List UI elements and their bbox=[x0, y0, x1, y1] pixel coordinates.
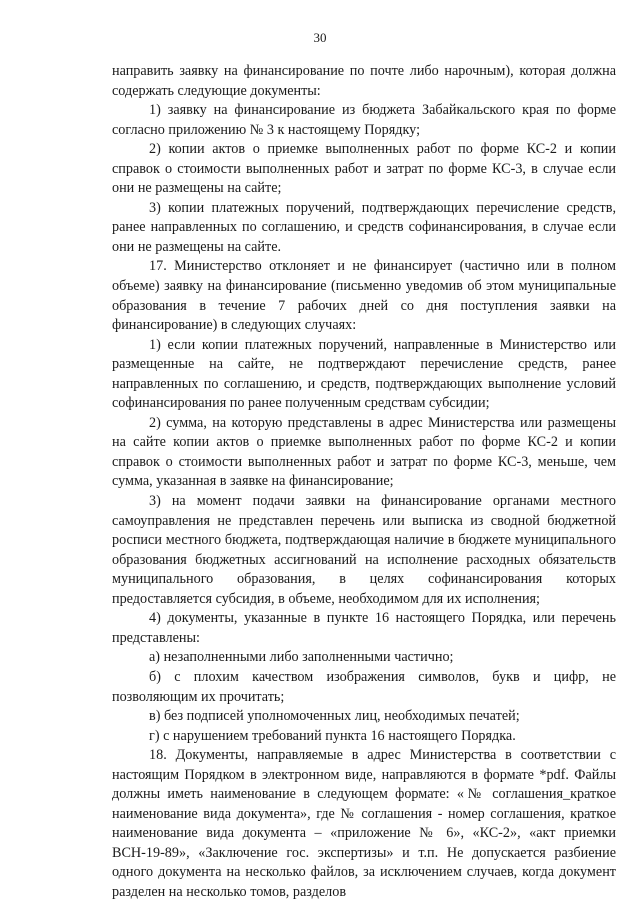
page-number: 30 bbox=[313, 30, 327, 45]
paragraph-subcase-v: в) без подписей уполномоченных лиц, необходимых печатей; bbox=[149, 708, 520, 725]
paragraph-section-18: 18. Документы, направляемые в адрес Министерства в соответствии с настоящим Порядком в электронном виде, направляются в формате *pdf. Файлы должны иметь наименование в следующем формате: «№ соглашения_краткое наименование вида документа», где № соглашения - номер соглашения, краткое наименование вида документа – «приложение № 6», «КС-2», «акт приемки ВСН-19-89», «Заключение гос. экспертизы» и т.п. Не допускается разбиение одного документа на несколько файлов, за исключением случаев, когда документ разделен на несколько томов, разделов bbox=[112, 747, 616, 900]
paragraph-section-17: 17. Министерство отклоняет и не финансирует (частично или в полном объеме) заявку на финансирование (письменно уведомив об этом муниципальные образования в течение 7 рабочих дней со дня поступления заявки на финансирование) в следующих случаях: bbox=[112, 258, 616, 334]
paragraph-case-1: 1) если копии платежных поручений, направленные в Министерство или размещенные на сайте, не подтверждают перечисление средств, ранее направленных по соглашению, и средств, подтверждающих выполнение условий софинансирования по ранее полученным средствам субсидии; bbox=[112, 336, 616, 412]
paragraph-subcase-b: б) с плохим качеством изображения символов, букв и цифр, не позволяющим их прочитать; bbox=[112, 668, 616, 705]
paragraph-item-3: 3) копии платежных поручений, подтверждающих перечисление средств, ранее направленных по соглашению, и средств софинансирования, в случае если они не размещены на сайте. bbox=[112, 199, 616, 255]
paragraph-subcase-g: г) с нарушением требований пункта 16 настоящего Порядка. bbox=[149, 727, 516, 744]
paragraph-case-4: 4) документы, указанные в пункте 16 настоящего Порядка, или перечень представлены: bbox=[112, 610, 616, 646]
paragraph-case-3: 3) на момент подачи заявки на финансирование органами местного самоуправления не представлен перечень или выписка из сводной бюджетной росписи местного бюджета, подтверждающая наличие в бюджете муниципального образования бюджетных ассигнований на исполнение расходных обязательств муниципального образования, в целях софинансирования которых предоставляется субсидия, в объеме, необходимом для их исполнения; bbox=[112, 493, 616, 607]
paragraph-case-2: 2) сумма, на которую представлены в адрес Министерства или размещены на сайте копии актов о приемке выполненных работ по форме КС-2 и копии справок о стоимости выполненных работ и затрат по форме КС-3, меньше, чем сумма, указанная в заявке на финансирование; bbox=[112, 414, 616, 490]
paragraph-item-2: 2) копии актов о приемке выполненных работ по форме КС-2 и копии справок о стоимости выполненных работ и затрат по форме КС-3, в случае если они не размещены на сайте; bbox=[112, 141, 616, 197]
paragraph-item-1: 1) заявку на финансирование из бюджета Забайкальского края по форме согласно приложению № 3 к настоящему Порядку; bbox=[112, 102, 616, 138]
paragraph-subcase-a: а) незаполненными либо заполненными частично; bbox=[149, 649, 454, 666]
paragraph-continuation: направить заявку на финансирование по почте либо нарочным), которая должна содержать следующие документы: bbox=[112, 63, 616, 99]
document-body bbox=[112, 62, 616, 903]
